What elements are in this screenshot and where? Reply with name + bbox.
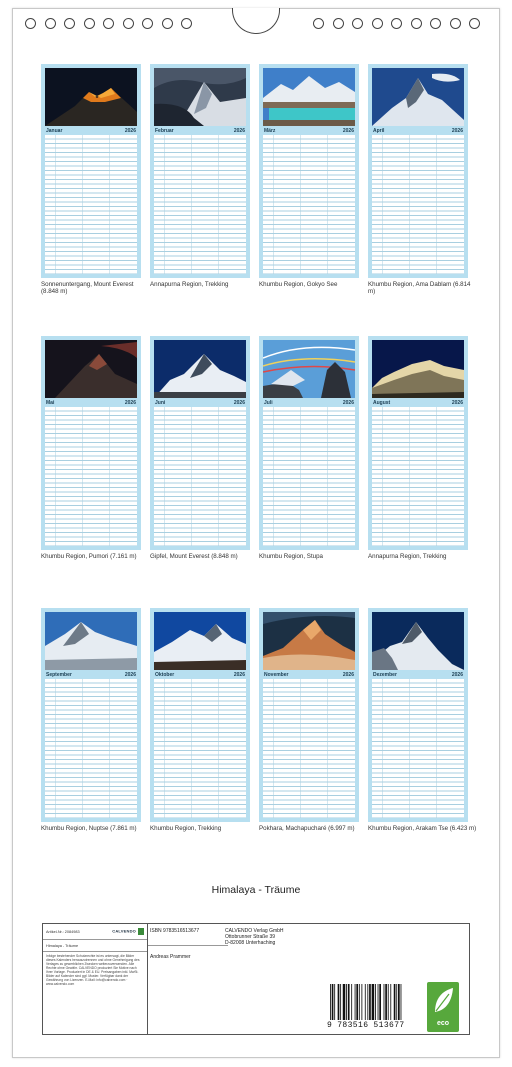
photo-caption: Gipfel, Mount Everest (8.848 m) — [150, 553, 238, 560]
binding-hole — [313, 18, 324, 29]
month-name: November — [264, 671, 289, 678]
photo-caption: Khumbu Region, Pumori (7.161 m) — [41, 553, 137, 560]
binding-hole — [103, 18, 114, 29]
planner-grid — [372, 407, 464, 546]
photo-caption: Khumbu Region, Trekking — [150, 825, 222, 832]
month-name: Juni — [155, 399, 166, 406]
month-card-10 — [150, 608, 250, 822]
month-card-3 — [259, 64, 359, 278]
month-photo — [263, 340, 355, 398]
month-year: 2026 — [233, 127, 245, 134]
info-left-column — [43, 924, 148, 1034]
month-header — [372, 671, 464, 678]
photo-caption: Khumbu Region, Gokyo See — [259, 281, 338, 288]
address-line: D-82008 Unterhaching — [225, 940, 276, 946]
month-header — [263, 399, 355, 406]
article-number: Artikel-Nr.: 2084983 — [46, 929, 80, 934]
planner-grid — [154, 407, 246, 546]
month-header — [154, 671, 246, 678]
binding-hole — [162, 18, 173, 29]
eco-badge: eco — [427, 982, 459, 1032]
photo-caption: Sonnenuntergang, Mount Everest (8.848 m) — [41, 281, 134, 296]
month-photo — [372, 612, 464, 670]
binding-hole — [45, 18, 56, 29]
binding-hole — [25, 18, 36, 29]
month-card-6 — [150, 336, 250, 550]
publisher-address — [225, 928, 284, 946]
planner-grid — [263, 407, 355, 546]
photo-caption: Khumbu Region, Stupa — [259, 553, 323, 560]
month-year: 2026 — [342, 399, 354, 406]
binding-hole — [352, 18, 363, 29]
product-title-row — [43, 940, 147, 952]
month-name: September — [46, 671, 72, 678]
isbn: ISBN 9783516513677 — [150, 928, 200, 934]
month-header — [45, 399, 137, 406]
planner-grid — [45, 407, 137, 546]
legal-text: Infolge bestehender Schutzrechte ist es untersagt, die Bilder dieses Kalenders herauszutrennen und ohne Genehmigung des Verlages zu gewerblichen Zwecken weiterzuverwenden. Alle Rechte ohne Gewähr. CALVENDO produziert Sie Motive nach Ihrer Vorlage. Produziert in DE & EU. Preisangaben inkl. MwSt. Bilder auf Kalender sind ggf. Muster. Verfügbar dank der Gewährung von Lizenzen. E-Mail: info@calvendo.com · www.calvendo.com — [46, 954, 140, 986]
planner-grid — [45, 679, 137, 818]
planner-grid — [154, 679, 246, 818]
binding-hole — [372, 18, 383, 29]
binding-hole — [430, 18, 441, 29]
month-year: 2026 — [451, 127, 463, 134]
binding-hole — [142, 18, 153, 29]
leaf-icon — [427, 982, 459, 1022]
month-header — [372, 399, 464, 406]
month-photo — [372, 340, 464, 398]
month-header — [45, 671, 137, 678]
month-card-12 — [368, 608, 468, 822]
binding-hole — [411, 18, 422, 29]
photo-caption: Annapurna Region, Trekking — [150, 281, 229, 288]
address-line: Ottobrunner Straße 39 — [225, 934, 276, 940]
month-header — [263, 671, 355, 678]
binding-hole — [84, 18, 95, 29]
divider — [148, 945, 228, 946]
month-photo — [154, 68, 246, 126]
photo-caption: Pokhara, Machapucharé (6.997 m) — [259, 825, 355, 832]
month-card-4 — [368, 64, 468, 278]
month-photo — [154, 612, 246, 670]
month-header — [154, 399, 246, 406]
month-card-5 — [41, 336, 141, 550]
month-header — [372, 127, 464, 134]
month-card-7 — [259, 336, 359, 550]
month-photo — [263, 68, 355, 126]
month-name: Januar — [46, 127, 63, 134]
month-name: Juli — [264, 399, 273, 406]
product-title: Himalaya - Träume — [46, 943, 79, 948]
author: Andreas Prammer — [150, 954, 191, 960]
month-name: Dezember — [373, 671, 397, 678]
month-photo — [45, 612, 137, 670]
month-photo — [372, 68, 464, 126]
binding-hole — [64, 18, 75, 29]
month-name: März — [264, 127, 276, 134]
month-name: Oktober — [155, 671, 175, 678]
binding-hole — [450, 18, 461, 29]
planner-grid — [372, 135, 464, 274]
month-name: Mai — [46, 399, 55, 406]
planner-grid — [154, 135, 246, 274]
planner-grid — [372, 679, 464, 818]
month-card-8 — [368, 336, 468, 550]
month-photo — [154, 340, 246, 398]
month-year: 2026 — [124, 399, 136, 406]
month-name: August — [373, 399, 391, 406]
month-card-9 — [41, 608, 141, 822]
month-header — [45, 127, 137, 134]
month-card-11 — [259, 608, 359, 822]
month-photo — [263, 612, 355, 670]
month-name: April — [373, 127, 385, 134]
planner-grid — [263, 679, 355, 818]
month-card-2 — [150, 64, 250, 278]
month-year: 2026 — [342, 671, 354, 678]
month-header — [154, 127, 246, 134]
month-card-1 — [41, 64, 141, 278]
photo-caption: Khumbu Region, Ama Dablam (6.814 m) — [368, 281, 471, 296]
address-line: CALVENDO Verlag GmbH — [225, 928, 284, 934]
month-name: Februar — [155, 127, 174, 134]
month-year: 2026 — [451, 399, 463, 406]
binding-hole — [123, 18, 134, 29]
barcode-digits: 9 783516 513677 — [327, 1021, 405, 1030]
month-year: 2026 — [124, 127, 136, 134]
month-year: 2026 — [233, 399, 245, 406]
calendar-title: Himalaya - Träume — [211, 884, 301, 896]
product-info-box — [42, 923, 470, 1035]
planner-grid — [263, 135, 355, 274]
month-photo — [45, 68, 137, 126]
barcode-bars — [327, 984, 423, 1020]
month-year: 2026 — [342, 127, 354, 134]
photo-caption: Khumbu Region, Nuptse (7.861 m) — [41, 825, 137, 832]
month-year: 2026 — [124, 671, 136, 678]
month-year: 2026 — [233, 671, 245, 678]
binding-hole — [333, 18, 344, 29]
month-photo — [45, 340, 137, 398]
photo-caption: Annapurna Region, Trekking — [368, 553, 447, 560]
barcode — [327, 984, 423, 1032]
binding-hole — [469, 18, 480, 29]
planner-grid — [45, 135, 137, 274]
binding-hole — [181, 18, 192, 29]
photo-caption: Khumbu Region, Arakam Tse (6.423 m) — [368, 825, 477, 832]
month-header — [263, 127, 355, 134]
binding-hole — [391, 18, 402, 29]
article-row — [43, 924, 147, 940]
month-year: 2026 — [451, 671, 463, 678]
publisher-logo: CALVENDO — [112, 928, 144, 935]
